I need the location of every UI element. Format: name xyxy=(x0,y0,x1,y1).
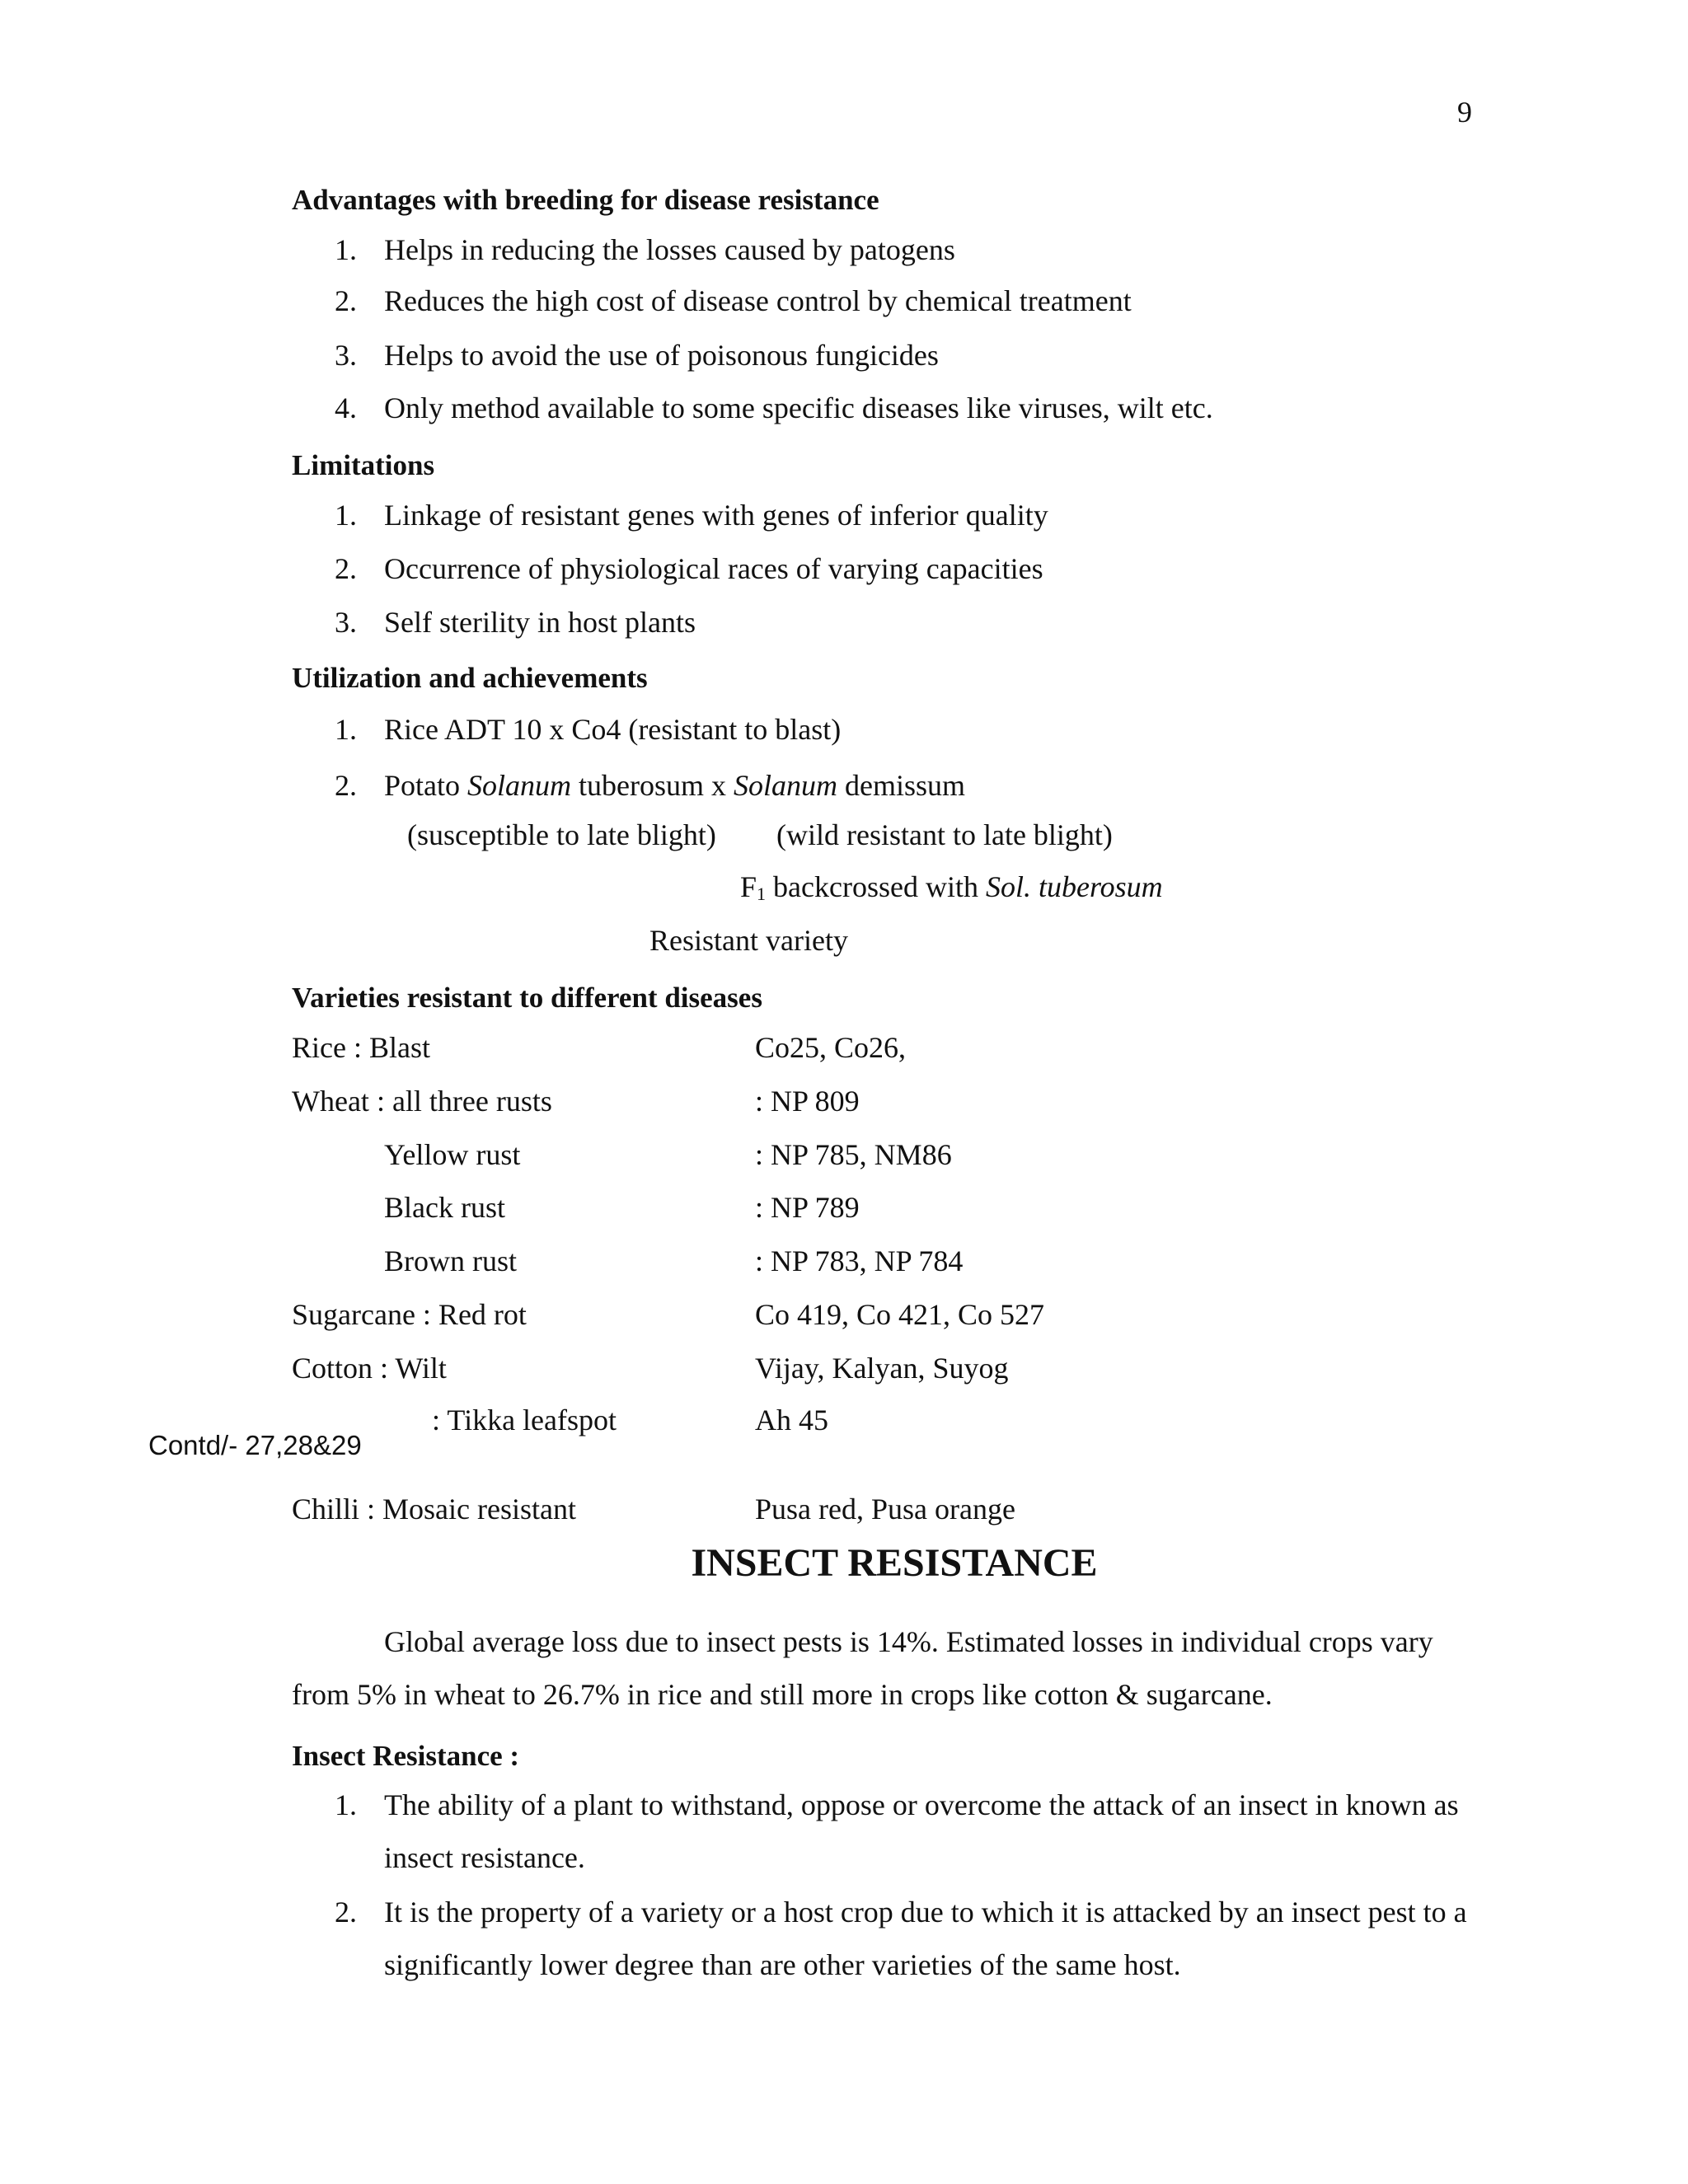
list-number: 1. xyxy=(335,713,357,746)
crop-disease: Cotton : Wilt xyxy=(292,1352,447,1385)
insect-resistance-heading: Insect Resistance : xyxy=(292,1740,520,1772)
list-item: Occurrence of physiological races of varying capacities xyxy=(384,552,1043,585)
resistant-variety: Vijay, Kalyan, Suyog xyxy=(755,1352,1009,1385)
parent-note-left: (susceptible to late blight) xyxy=(407,818,716,851)
intro-paragraph xyxy=(292,1615,1495,1721)
advantages-heading: Advantages with breeding for disease resistance xyxy=(292,184,879,216)
cross-suffix: demissum xyxy=(837,769,966,802)
list-number: 2. xyxy=(335,769,357,802)
crop-disease: Yellow rust xyxy=(384,1138,521,1171)
crop-disease: Brown rust xyxy=(384,1244,517,1277)
resistant-variety: Co 419, Co 421, Co 527 xyxy=(755,1298,1045,1331)
resistant-variety: : NP 809 xyxy=(755,1085,860,1118)
crop-disease: Sugarcane : Red rot xyxy=(292,1298,527,1331)
list-number: 3. xyxy=(335,606,357,639)
genus-name: Solanum xyxy=(734,769,837,802)
list-item: Only method available to some specific diseases like viruses, wilt etc. xyxy=(384,391,1213,424)
varieties-heading: Varieties resistant to different diseases xyxy=(292,982,762,1014)
list-item: Linkage of resistant genes with genes of inferior quality xyxy=(384,499,1048,532)
list-item: Helps in reducing the losses caused by patogens xyxy=(384,233,955,266)
list-item: Reduces the high cost of disease control by chemical treatment xyxy=(384,284,1132,317)
cross-mid: tuberosum x xyxy=(571,769,734,802)
genus-name: Solanum xyxy=(467,769,572,802)
list-number: 1. xyxy=(335,499,357,532)
section-title: INSECT RESISTANCE xyxy=(691,1541,1098,1585)
list-number: 4. xyxy=(335,391,357,424)
species-name: Sol. tuberosum xyxy=(985,870,1163,903)
list-number: 2. xyxy=(335,552,357,585)
cross-prefix: Potato xyxy=(384,769,468,802)
continued-note: Contd/- 27,28&29 xyxy=(148,1430,362,1460)
crop-disease: Black rust xyxy=(384,1191,505,1224)
resistant-variety: : NP 783, NP 784 xyxy=(755,1244,964,1277)
resistant-variety: : NP 789 xyxy=(755,1191,860,1224)
crop-disease: Rice : Blast xyxy=(292,1031,430,1064)
list-number: 2. xyxy=(335,1896,357,1929)
page-number: 9 xyxy=(1457,96,1472,129)
paragraph-text: Global average loss due to insect pests is 14%. Estimated losses in individual crops vary from 5% in wheat to 26.7% in rice and still more in crops like cotton & sugarcane. xyxy=(292,1625,1433,1711)
resistant-variety: Ah 45 xyxy=(755,1404,828,1436)
result-text: Resistant variety xyxy=(649,924,848,957)
list-item: The ability of a plant to withstand, oppose or overcome the attack of an insect in known as insect resistance. xyxy=(384,1788,1459,1874)
f1-letter: F xyxy=(740,870,757,903)
crop-disease: Chilli : Mosaic resistant xyxy=(292,1493,576,1526)
list-item: Self sterility in host plants xyxy=(384,606,696,639)
f1-subscript: 1 xyxy=(757,883,767,904)
parent-note-right: (wild resistant to late blight) xyxy=(776,818,1113,851)
crop-disease: : Tikka leafspot xyxy=(432,1404,617,1436)
list-item: Helps to avoid the use of poisonous fungicides xyxy=(384,339,939,372)
crop-disease: Wheat : all three rusts xyxy=(292,1085,552,1118)
resistant-variety: Pusa red, Pusa orange xyxy=(755,1493,1015,1526)
limitations-heading: Limitations xyxy=(292,449,435,481)
f1-line xyxy=(740,872,1163,903)
f1-text: backcrossed with xyxy=(766,870,986,903)
resistant-variety: : NP 785, NM86 xyxy=(755,1138,952,1171)
utilization-heading: Utilization and achievements xyxy=(292,662,648,694)
list-item: Rice ADT 10 x Co4 (resistant to blast) xyxy=(384,713,842,746)
list-number: 1. xyxy=(335,1788,357,1821)
resistant-variety: Co25, Co26, xyxy=(755,1031,907,1064)
cross-line xyxy=(384,771,965,800)
list-number: 3. xyxy=(335,339,357,372)
list-item: It is the property of a variety or a host crop due to which it is attacked by an insect pest to a significantly lower degree than are other varieties of the same host. xyxy=(384,1896,1467,1981)
list-number: 1. xyxy=(335,233,357,266)
list-number: 2. xyxy=(335,284,357,317)
